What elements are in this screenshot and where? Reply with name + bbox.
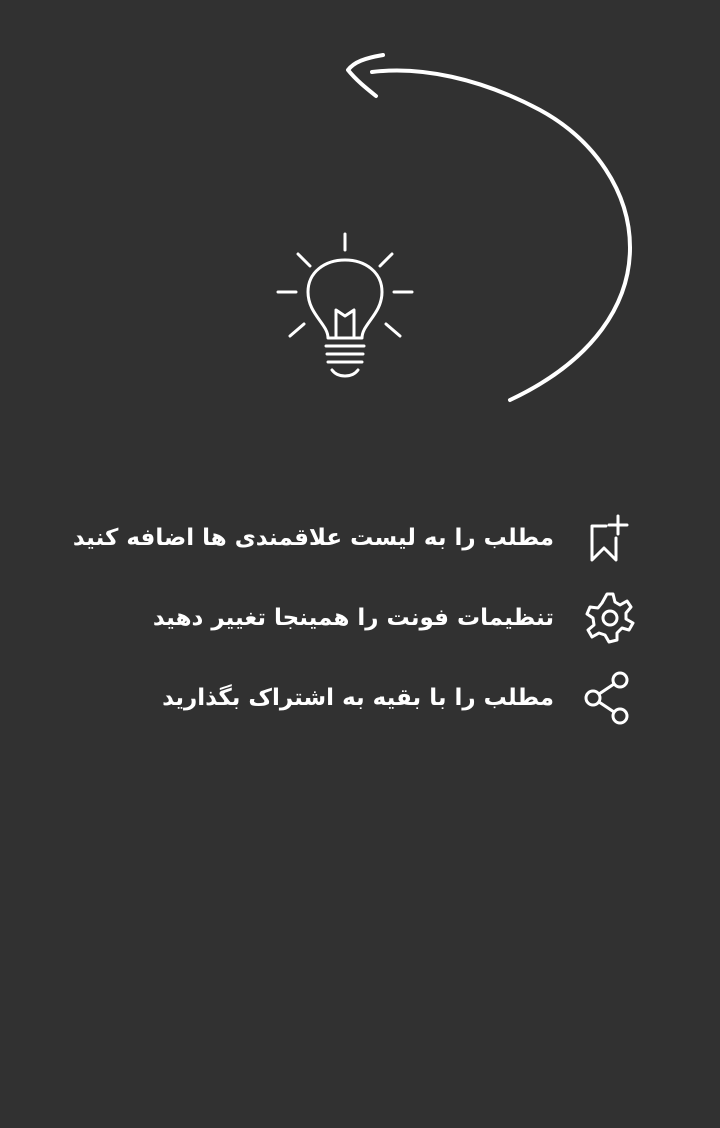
tip-share: [80, 668, 640, 728]
tip-font-settings: [80, 588, 640, 648]
bookmark-add-icon: [580, 508, 640, 568]
tip-bookmark: [72, 508, 640, 568]
tip-share-text: مطلب را با بقیه به اشتراک بگذارید: [162, 685, 554, 711]
tip-list: [72, 508, 640, 748]
share-icon: [580, 668, 640, 728]
tip-font-settings-text: تنظیمات فونت را همینجا تغییر دهید: [152, 605, 554, 631]
gear-icon: [580, 588, 640, 648]
tip-bookmark-text: مطلب را به لیست علاقمندی ها اضافه کنید: [72, 525, 554, 551]
lightbulb-icon: [270, 226, 420, 391]
